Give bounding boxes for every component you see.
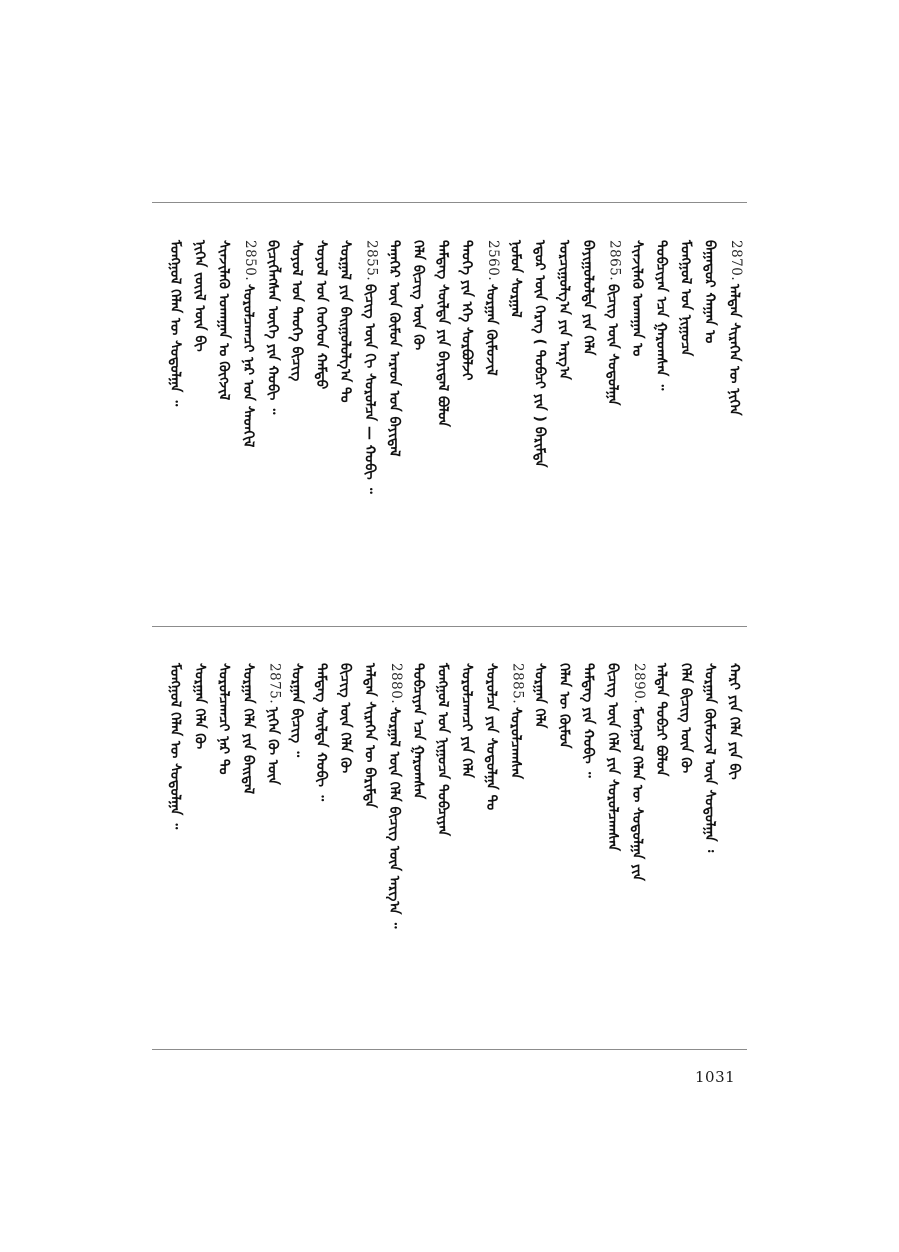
verse-line bbox=[339, 663, 361, 1033]
verse-line bbox=[412, 240, 434, 610]
verse-line bbox=[193, 663, 215, 1033]
verse-line bbox=[361, 663, 386, 1033]
verse-line bbox=[531, 663, 556, 1033]
mongolian-script-line: ᠰᠤᠷᠭᠠᠨ ᠬᠡᠯᠡ bbox=[531, 663, 548, 729]
middle-rule bbox=[152, 626, 747, 627]
verse-line bbox=[728, 240, 750, 610]
mongolian-script-line: ᠰᠣᠶᠣᠯ ᠤᠨ ᠲᠡᠦᠬᠡ ᠪᠢᠴᠢᠭ bbox=[288, 240, 305, 382]
verse-line bbox=[655, 663, 677, 1033]
verse-line bbox=[361, 240, 386, 610]
verse-line bbox=[628, 663, 653, 1033]
verse-number: 2885. bbox=[509, 663, 526, 705]
mongolian-script-line: ᠰᠤᠷᠤᠯᠴᠠᠭᠴᠢ ᠨᠠᠷ ᠤᠨ ᠰᠡᠳᠬᠢᠯ bbox=[240, 284, 256, 448]
mongolian-script-line: ᠪᠠᠭᠠᠳᠤᠷ ᠬᠠᠭᠠᠨ ᠤ bbox=[701, 240, 718, 344]
verse-number: 2850. bbox=[242, 240, 258, 282]
verse-number: 2875. bbox=[266, 663, 283, 705]
verse-line bbox=[458, 240, 483, 610]
verse-line bbox=[679, 240, 701, 610]
verse-line bbox=[339, 240, 361, 610]
verse-line bbox=[266, 663, 288, 1033]
verse-line bbox=[266, 240, 288, 610]
verse-line bbox=[701, 663, 726, 1033]
verse-line bbox=[655, 240, 677, 610]
mongolian-script-line: ᠨᠢᠭᠡᠨ ᠵᠦᠢᠯ ᠦᠨ ᠪᠢ bbox=[191, 240, 208, 352]
verse-line bbox=[169, 240, 191, 610]
mongolian-script-line: ᠠᠯᠲᠠᠨ ᠲᠣᠪᠴᠢ ᠪᠣᠯᠤᠨ bbox=[653, 663, 670, 777]
mongolian-script-line: ᠠᠯᠲᠠᠨ ᠰᠢᠷᠡᠭᠡᠨ ᠦ ᠨᠢᠭᠡᠨ bbox=[726, 284, 742, 416]
mongolian-script-line: ᠪᠠᠶᠢᠭᠤᠯᠤᠯᠲᠠ ᠶᠢᠨ ᠬᠡᠯᠡ bbox=[580, 240, 597, 356]
verse-number: 2880. bbox=[387, 663, 404, 705]
mongolian-script-line: ᠬᠡᠯᠡ ᠪᠢᠴᠢᠭ ᠦᠨ ᠬᠦ bbox=[410, 240, 427, 351]
mongolian-script-line: ᠨᠢᠭᠡᠨ ᠬᠦ ᠦᠨ bbox=[264, 707, 281, 785]
verse-line bbox=[555, 240, 580, 610]
mongolian-script-line: ᠪᠢᠴᠢᠭᠯᠡᠭᠰᠡᠨ ᠦᠭᠡ ᠶᠢᠨ ᠬᠤᠪᠢ ᠃ bbox=[264, 240, 281, 415]
verse-line bbox=[509, 663, 531, 1033]
mongolian-script-line: ᠰᠤᠶᠤᠯ ᠤᠨ ᠬᠡᠦᠬᠡᠳ ᠬᠠᠮᠲᠤ bbox=[312, 240, 329, 390]
verse-line bbox=[288, 240, 313, 610]
mongolian-script-line: ᠲᠡᠮᠳᠡᠭ ᠶᠢᠨ ᠬᠤᠪᠢ ᠃ bbox=[580, 663, 597, 778]
mongolian-script-line: ᠮᠣᠩᠭᠣᠯ ᠬᠡᠯᠡᠨ ᠦ ᠰᠤᠳᠤᠯᠭᠠ ᠃ bbox=[167, 240, 184, 407]
mongolian-script-line: ᠪᠢᠴᠢᠭ ᠦᠨ ᠬᠡᠯᠡ ᠶᠢᠨ ᠰᠤᠷᠤᠯᠴᠠᠭᠰᠠᠨ bbox=[604, 663, 621, 852]
mongolian-script-line: ᠮᠣᠩᠭᠣᠯ ᠬᠡᠯᠡᠨ ᠦ ᠰᠤᠳᠤᠯᠭᠠ ᠃ bbox=[167, 663, 184, 830]
verse-number: 2855. bbox=[363, 240, 380, 282]
verse-line bbox=[509, 240, 531, 610]
mongolian-script-line: ᠣᠷᠴᠢᠭᠤᠯᠭ᠎ᠠ ᠶᠢᠨ ᠠᠷᠭ᠎ᠠ bbox=[555, 240, 572, 380]
verse-line bbox=[485, 663, 507, 1033]
verse-line bbox=[458, 663, 483, 1033]
mongolian-script-line: ᠰᠤᠷᠭᠠᠯ ᠦᠨ ᠬᠡᠯᠡ ᠪᠢᠴᠢᠭ ᠦᠨ ᠠᠷᠭ᠎ᠠ ᠃ bbox=[385, 707, 402, 929]
verse-line bbox=[242, 663, 264, 1033]
bottom-rule bbox=[152, 1049, 747, 1050]
mongolian-script-line: ᠰᠤᠷᠭᠠᠯ ᠶᠢᠨ ᠪᠠᠢᠭᠤᠯᠤᠯᠭ᠎ᠠ ᠲᠤ bbox=[337, 240, 354, 403]
top-rule bbox=[152, 202, 747, 203]
mongolian-script-line: ᠰᠢᠨᠵᠢᠯᠡᠬᠦ ᠤᠬᠠᠭᠠᠨ ᠤ ᠬᠥᠭᠵᠢᠯ bbox=[215, 240, 232, 401]
verse-line bbox=[531, 240, 556, 610]
verse-line bbox=[385, 663, 410, 1033]
verse-line bbox=[312, 240, 337, 610]
mongolian-script-line: ᠰᠤᠷᠭᠠᠨ ᠬᠦᠮᠦᠵᠢᠯ ᠦᠨ ᠰᠤᠳᠤᠯᠭᠠ ᠄ bbox=[701, 663, 718, 853]
mongolian-script-line: ᠲᠡᠨᠡᠭᠡᠷ ᠦᠨ ᠬᠦᠮᠦᠨ ᠠᠷᠠᠳ ᠤᠨ ᠪᠠᠶᠢᠳᠠᠯ bbox=[385, 240, 402, 457]
verse-line bbox=[288, 663, 313, 1033]
verse-line bbox=[604, 240, 629, 610]
page-number: 1031 bbox=[695, 1068, 736, 1086]
mongolian-script-line: ᠰᠤᠷᠤᠯᠴᠠ ᠶᠢᠨ ᠰᠤᠳᠤᠯᠭᠠ ᠲᠤ bbox=[483, 663, 499, 811]
mongolian-script-line: ᠮᠣᠩᠭᠣᠯ ᠤᠨ ᠨᠢᠭᠤᠴᠠ bbox=[677, 240, 694, 357]
verse-line bbox=[436, 240, 458, 610]
mongolian-script-line: ᠲᠡᠮᠳᠡᠭ ᠰᠦᠯᠳᠡ ᠶᠢᠨ ᠪᠠᠶᠢᠳᠠᠯ ᠪᠣᠯᠤᠨ bbox=[434, 240, 451, 428]
verse-number: 2865. bbox=[606, 240, 623, 282]
verse-line bbox=[582, 663, 604, 1033]
verse-line bbox=[215, 240, 240, 610]
verse-number: 2890. bbox=[630, 663, 647, 705]
mongolian-script-line: ᠰᠤᠷᠤᠯᠴᠠᠭᠰᠠᠨ bbox=[507, 707, 524, 780]
mongolian-script-line: ᠰᠤᠷᠭᠠᠨ ᠬᠡᠯᠡ ᠶᠢᠨ ᠪᠠᠢᠳᠠᠯ bbox=[240, 663, 256, 795]
mongolian-script-line: ᠰᠤᠷᠭᠠᠨ ᠬᠡᠯᠡ ᠬᠦ bbox=[191, 663, 208, 750]
verse-line bbox=[169, 663, 191, 1033]
verse-line bbox=[485, 240, 507, 610]
mongolian-script-line: ᠪᠢᠴᠢᠭ ᠦᠨ ᠬᠢ ᠰᠤᠷᠤᠯᠴᠠ — ᠬᠤᠪᠢ ᠃ bbox=[361, 284, 378, 494]
mongolian-script-line: ᠬᠡᠯᠡᠨ ᠦ ᠬᠦᠮᠦᠨ bbox=[555, 663, 572, 749]
mongolian-script-line: ᠪᠢᠴᠢᠭ ᠦᠨ ᠬᠡᠯᠡ ᠬᠦ bbox=[337, 663, 354, 774]
mongolian-script-line: ᠮᠣᠩᠭᠣᠯ ᠤᠨ ᠨᠢᠭᠤᠴᠠ ᠲᠣᠪᠴᠢᠶᠠᠨ bbox=[434, 663, 451, 837]
mongolian-script-line: ᠮᠣᠩᠭᠣᠯ ᠬᠡᠯᠡᠨ ᠦ ᠰᠤᠳᠤᠯᠭᠠ ᠶᠢᠨ bbox=[628, 707, 645, 881]
mongolian-script-line: ᠲᠡᠦᠬᠡ ᠶᠢᠨ ᠡᠬᠡ ᠰᠤᠷᠪᠤᠯᠵᠢ bbox=[458, 240, 475, 381]
verse-line bbox=[555, 663, 580, 1033]
verse-line bbox=[215, 663, 240, 1033]
mongolian-script-line: ᠰᠤᠷᠭᠠᠨ ᠬᠦᠮᠦᠵᠢᠯ bbox=[483, 284, 499, 376]
verse-line bbox=[679, 663, 701, 1033]
verse-line bbox=[193, 240, 215, 610]
mongolian-script-line: ᠲᠡᠮᠳᠡᠭ ᠰᠦᠯᠳᠡ ᠬᠤᠪᠢ ᠃ bbox=[312, 663, 329, 802]
verse-line bbox=[412, 663, 434, 1033]
mongolian-script-line: ᠬᠠᠷᠢ ᠶᠢᠨ ᠬᠡᠯᠡ ᠶᠢᠨ ᠪᠢ bbox=[726, 663, 742, 780]
verse-line bbox=[728, 663, 750, 1033]
mongolian-script-line: ᠲᠣᠪᠴᠢᠶᠠᠨ ᠡᠴᠡ ᠭᠠᠷᠤᠭᠰᠠᠨ bbox=[410, 663, 427, 800]
verse-line bbox=[604, 663, 629, 1033]
mongolian-script-line: ᠰᠤᠷᠤᠯᠴᠠᠭᠴᠢ ᠨᠠᠷ ᠲᠤ bbox=[215, 663, 232, 775]
verse-line bbox=[242, 240, 264, 610]
verse-line bbox=[582, 240, 604, 610]
verse-line bbox=[312, 663, 337, 1033]
mongolian-script-line: ᠰᠤᠷᠤᠯᠴᠠᠭᠴᠢ ᠶᠢᠨ ᠬᠡᠯᠡ bbox=[458, 663, 475, 779]
mongolian-script-line: ᠬᠡᠯᠡ ᠪᠢᠴᠢᠭ ᠦᠨ ᠬᠦ bbox=[677, 663, 694, 774]
mongolian-script-line: ᠠᠯᠲᠠᠨ ᠰᠢᠷᠡᠭᠡᠨ ᠦ ᠪᠠᠷᠢᠮᠲᠠ bbox=[361, 663, 378, 809]
verse-number: 2870. bbox=[728, 240, 744, 282]
verse-line bbox=[436, 663, 458, 1033]
mongolian-script-line: ᠡᠳᠦᠷ ᠦᠨ ᠬᠡᠷᠡᠭ ( ᠲᠣᠪᠴᠢ ᠶᠢᠨ ) ᠪᠠᠷᠢᠮᠲᠠ bbox=[531, 240, 548, 468]
verse-line bbox=[628, 240, 653, 610]
verse-line bbox=[385, 240, 410, 610]
mongolian-script-line: ᠲᠣᠪᠴᠢᠶᠠᠨ ᠡᠴᠡ ᠭᠠᠷᠤᠭᠰᠠᠨ ᠃ bbox=[653, 240, 670, 391]
verse-number: 2560. bbox=[485, 240, 501, 282]
mongolian-script-line: ᠰᠢᠨᠵᠢᠯᠡᠬᠦ ᠤᠬᠠᠭᠠᠨ ᠤ bbox=[628, 240, 645, 357]
mongolian-script-line: ᠰᠤᠷᠭᠠᠨ ᠪᠢᠴᠢᠭ ᠃ bbox=[288, 663, 305, 758]
verse-line bbox=[701, 240, 726, 610]
mongolian-script-line: ᠨᠣᠮᠤᠨ ᠰᠤᠷᠭᠠᠯ bbox=[507, 240, 524, 318]
mongolian-script-line: ᠪᠢᠴᠢᠭ ᠦᠨ ᠰᠤᠳᠤᠯᠭᠠ bbox=[604, 284, 621, 406]
